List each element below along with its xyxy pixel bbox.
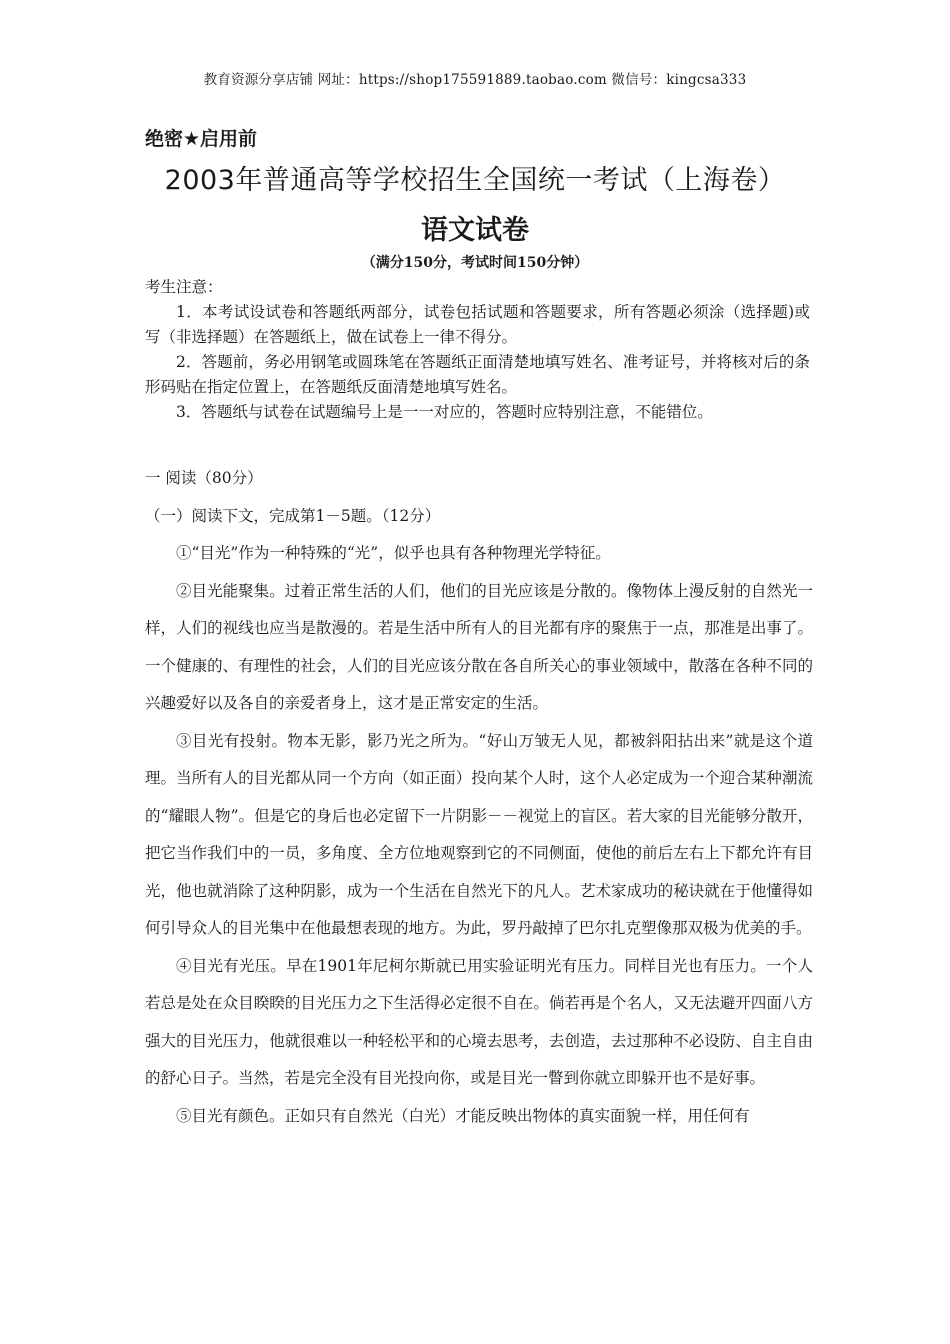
page-header: 教育资源分享店铺 网址：https://shop175591889.taobao.com 微信号：kingcsa333: [203, 72, 747, 88]
score-time-note: （满分150分，考试时间150分钟）: [361, 255, 589, 271]
paragraph: ②目光能聚集。过着正常生活的人们，他们的目光应该是分散的。像物体上漫反射的自然光一样，人们的视线也应当是散漫的。若是生活中所有人的目光都有序的聚焦于一点，那准是出事了。一个健康的、有理性的社会，人们的目光应该分散在各自所关心的事业领域中，散落在各种不同的兴趣爱好以及各自的亲爱者身上，这才是正常安定的生活。: [145, 581, 813, 712]
secret-mark: 绝密★启用前: [145, 128, 258, 150]
reading-section: [145, 460, 813, 1135]
notice-label: 考生注意：: [145, 278, 223, 296]
sub-section-heading: （一）阅读下文，完成第1－5题。（12分）: [145, 506, 441, 525]
paragraph: ①“目光”作为一种特殊的“光”，似乎也具有各种物理光学特征。: [176, 544, 611, 562]
notice-item: 3．答题纸与试卷在试题编号上是一一对应的，答题时应特别注意，不能错位。: [176, 403, 713, 421]
exam-title: 2003年普通高等学校招生全国统一考试（上海卷）: [164, 165, 786, 196]
candidate-notice: [145, 275, 810, 425]
paragraph: ③目光有投射。物本无影，影乃光之所为。“好山万皱无人见，都被斜阳拈出来”就是这个道理。当所有人的目光都从同一个方向（如正面）投向某个人时，这个人必定成为一个迎合某种潮流的“耀眼人物”。但是它的身后也必定留下一片阴影－－视觉上的盲区。若大家的目光能够分散开，把它当作我们中的一员，多角度、全方位地观察到它的不同侧面，使他的前后左右上下都允许有目光，他也就消除了这种阴影，成为一个生活在自然光下的凡人。艺术家成功的秘诀就在于他懂得如何引导众人的目光集中在他最想表现的地方。为此，罗丹敲掉了巴尔扎克塑像那双极为优美的手。: [145, 731, 813, 937]
paragraph: ④目光有光压。早在1901年尼柯尔斯就已用实验证明光有压力。同样目光也有压力。一个人若总是处在众目睽睽的目光压力之下生活得必定很不自在。倘若再是个名人，又无法避开四面八方强大的目光压力，他就很难以一种轻松平和的心境去思考，去创造，去过那种不必设防、自主自由的舒心日子。当然，若是完全没有目光投向你，或是目光一瞥到你就立即躲开也不是好事。: [145, 956, 813, 1087]
exam-subtitle: 语文试卷: [421, 215, 529, 246]
notice-item: 1．本考试设试卷和答题纸两部分，试卷包括试题和答题要求，所有答题必须涂（选择题)或写（非选择题）在答题纸上，做在试卷上一律不得分。: [145, 303, 810, 346]
paragraph: ⑤目光有颜色。正如只有自然光（白光）才能反映出物体的真实面貌一样，用任何有: [176, 1106, 750, 1125]
section-heading: 一 阅读（80分）: [145, 469, 263, 487]
notice-item: 2．答题前，务必用钢笔或圆珠笔在答题纸正面清楚地填写姓名、准考证号，并将核对后的条形码贴在指定位置上，在答题纸反面清楚地填写姓名。: [145, 353, 810, 396]
